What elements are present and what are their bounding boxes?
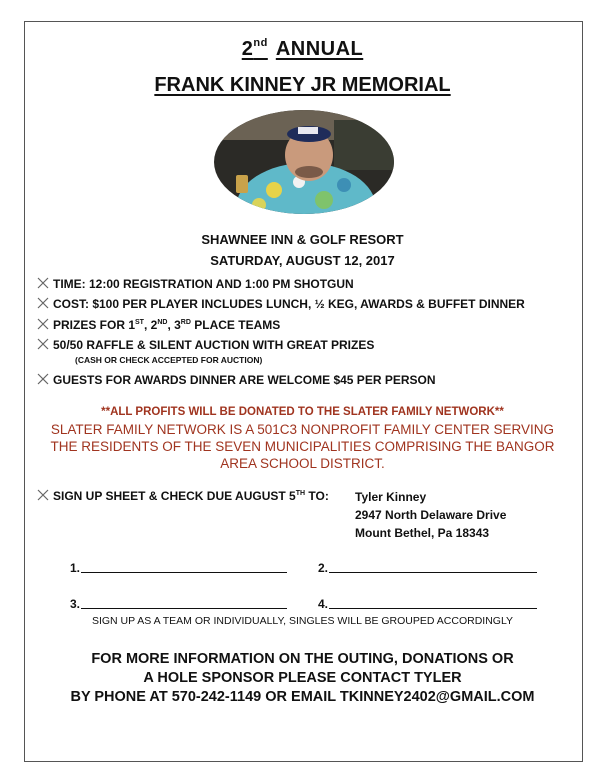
x-mark-icon [36,488,50,502]
detail-cost: COST: $100 PER PLAYER INCLUDES LUNCH, ½ KEG, AWARDS & BUFFET DINNER [36,297,525,311]
title-annual: 2nd ANNUAL [241,37,364,60]
detail-time: TIME: 12:00 REGISTRATION AND 1:00 PM SHOTGUN [36,277,354,291]
charity-line: THE RESIDENTS OF THE SEVEN MUNICIPALITIES COMPRISING THE BANGOR [50,439,555,454]
charity-line: SLATER FAMILY NETWORK IS A 501C3 NONPROFIT FAMILY CENTER SERVING [50,422,555,437]
contact-street: 2947 North Delaware Drive [355,508,507,522]
x-mark-icon [36,317,50,331]
raffle-note: (CASH OR CHECK ACCEPTED FOR AUCTION) [75,355,263,365]
signup-slot-2[interactable]: 2. [318,561,537,575]
x-mark-icon [36,296,50,310]
charity-headline: **ALL PROFITS WILL BE DONATED TO THE SLATER FAMILY NETWORK** [101,406,504,418]
contact-city: Mount Bethel, Pa 18343 [355,526,490,540]
footer-line: A HOLE SPONSOR PLEASE CONTACT TYLER [143,670,462,686]
footer-contact: BY PHONE AT 570-242-1149 OR EMAIL TKINNEY2402@GMAIL.COM [70,689,535,705]
venue-name: SHAWNEE INN & GOLF RESORT [201,232,404,247]
contact-name: Tyler Kinney [355,490,427,504]
charity-description [36,421,569,472]
signup-slot-3[interactable]: 3. [70,597,287,611]
event-date: SATURDAY, AUGUST 12, 2017 [210,253,395,268]
signup-note: SIGN UP AS A TEAM OR INDIVIDUALLY, SINGLES WILL BE GROUPED ACCORDINGLY [91,615,514,627]
x-mark-icon [36,372,50,386]
memorial-photo [214,110,394,214]
detail-raffle: 50/50 RAFFLE & SILENT AUCTION WITH GREAT PRIZES [36,338,374,352]
detail-prizes: PRIZES FOR 1ST, 2ND, 3RD PLACE TEAMS [36,318,280,332]
signup-slot-4[interactable]: 4. [318,597,537,611]
signup-deadline: SIGN UP SHEET & CHECK DUE AUGUST 5TH TO: [36,489,329,503]
page-title: FRANK KINNEY JR MEMORIAL [154,74,451,96]
detail-guests: GUESTS FOR AWARDS DINNER ARE WELCOME $45 PER PERSON [36,373,436,387]
signup-slot-1[interactable]: 1. [70,561,287,575]
x-mark-icon [36,337,50,351]
footer-line: FOR MORE INFORMATION ON THE OUTING, DONATIONS OR [91,651,514,667]
charity-line: AREA SCHOOL DISTRICT. [220,456,385,471]
x-mark-icon [36,276,50,290]
